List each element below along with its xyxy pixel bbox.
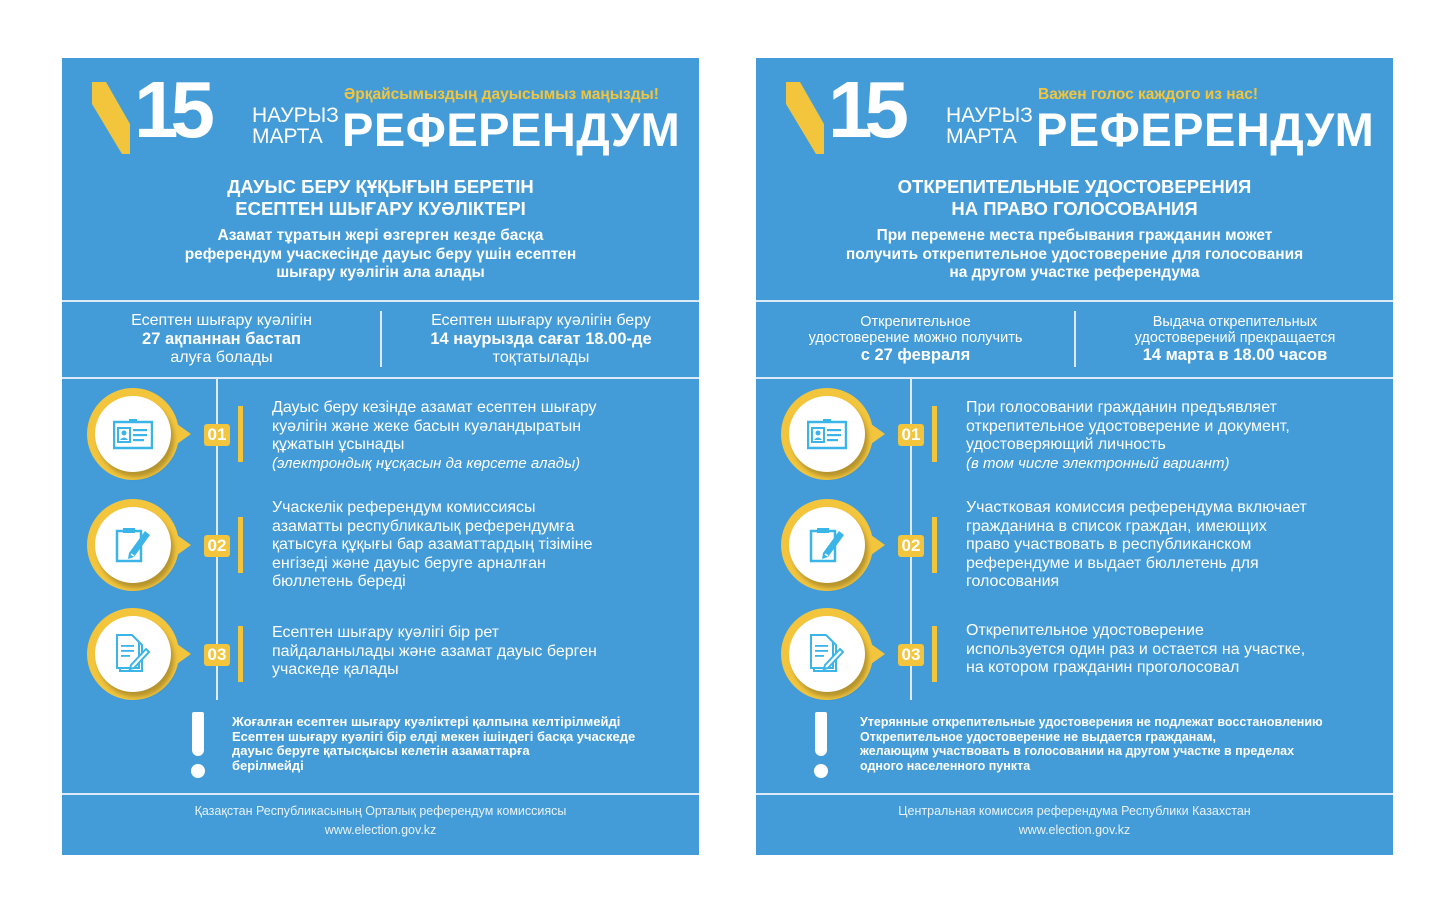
footer-url[interactable]: www.election.gov.kz (324, 823, 437, 837)
step-line: право участвовать в республиканском (966, 536, 1252, 553)
date-logo (786, 65, 1033, 158)
date-text: Есептен шығару куәлігін (131, 312, 312, 329)
step-line: Дауыс беру кезінде азамат есептен шығару (272, 399, 597, 416)
step-line: референдуме и выдает бюллетень для (966, 554, 1259, 572)
step-line: гражданина в список граждан, имеющих (966, 517, 1267, 535)
warning-text (232, 715, 635, 773)
date-end (383, 302, 699, 377)
intro-line: Азамат тұратын жері өзгерген кезде басқа (217, 227, 544, 244)
date-start (756, 302, 1075, 377)
intro-text (62, 227, 699, 283)
footer-org: Қазақстан Республикасының Орталық референдум комиссиясы (194, 804, 567, 818)
accent-bar (932, 626, 937, 682)
step-badge (87, 388, 187, 488)
step-3 (62, 608, 699, 708)
date-text: удостоверений прекращается (1134, 330, 1336, 346)
step-line: бюллетень береді (272, 573, 406, 590)
step-text (272, 499, 682, 592)
step-text (272, 399, 682, 473)
step-line: удостоверяющий личность (966, 436, 1166, 453)
intro-line: на другом участке референдума (949, 264, 1200, 281)
divider (380, 311, 382, 367)
date-highlight: 27 ақпаннан бастап (142, 330, 301, 348)
warning-line: дауыс беруге қатысқысы келетін азаматтарға (232, 743, 530, 758)
warning-block (756, 712, 1393, 782)
exclamation-icon (188, 712, 208, 782)
step-text (966, 399, 1376, 473)
poster-russian (756, 58, 1393, 855)
poster-title: РЕФЕРЕНДУМ (342, 103, 681, 156)
accent-bar (238, 517, 243, 573)
date-text: Есептен шығару куәлігін беру (431, 312, 651, 329)
step-line: Учаскелік референдум комиссиясы (272, 499, 536, 516)
footer (62, 795, 699, 855)
document-pen-icon (113, 633, 153, 675)
accent-bar (238, 626, 243, 682)
date-start (62, 302, 381, 377)
step-1 (756, 388, 1393, 488)
step-2 (756, 499, 1393, 599)
step-line: При голосовании гражданин предъявляет (966, 399, 1277, 416)
slogan: Важен голос каждого из нас! (1038, 86, 1259, 103)
step-note: (электрондық нұсқасын да көрсете алады) (272, 454, 581, 472)
step-badge (781, 388, 881, 488)
date-text: Открепительное (860, 314, 971, 330)
step-line: куәлігін және жеке басын куәландыратын (272, 417, 582, 435)
logo-day: 15 (828, 65, 901, 154)
warning-line: Жоғалған есептен шығару куәліктері қалпына келтірілмейді (232, 714, 621, 729)
date-text: Выдача открепительных (1152, 314, 1318, 330)
step-line: азаматты республикалық референдумға (272, 517, 575, 535)
id-card-icon (113, 418, 153, 450)
step-line: открепительное удостоверение и документ, (966, 417, 1290, 435)
step-number: 01 (204, 424, 230, 446)
date-end (1077, 302, 1393, 377)
section-heading (62, 176, 699, 220)
step-line: используется один раз и остается на участке, (966, 640, 1306, 658)
clipboard-pen-icon (807, 525, 847, 565)
logo-month-kz: НАУРЫЗ (946, 104, 1033, 127)
heading-line: ДАУЫС БЕРУ ҚҰҚЫҒЫН БЕРЕТІН (227, 176, 534, 197)
logo-month (252, 105, 339, 147)
logo-month-ru: МАРТА (252, 125, 323, 148)
accent-bar (932, 406, 937, 462)
step-1 (62, 388, 699, 488)
logo-month (946, 105, 1033, 147)
step-number: 03 (898, 644, 924, 666)
slogan: Әрқайсымыздың дауысымыз маңызды! (344, 86, 659, 103)
warning-line: Утерянные открепительные удостоверения не подлежат восстановлению (860, 715, 1323, 729)
warning-line: желающим участвовать в голосовании на другом участке в пределах (860, 744, 1295, 758)
document-pen-icon (807, 633, 847, 675)
step-text (966, 622, 1376, 678)
date-highlight: с 27 февраля (860, 346, 971, 364)
step-line: Открепительное удостоверение (966, 622, 1204, 639)
intro-text (756, 227, 1393, 283)
dates-row (756, 302, 1393, 377)
step-text (966, 499, 1376, 592)
poster-title: РЕФЕРЕНДУМ (1036, 103, 1375, 156)
step-line: Есептен шығару куәлігі бір рет (272, 624, 500, 641)
step-line: учаскеде қалады (272, 661, 399, 678)
step-line: құжатын ұсынады (272, 436, 405, 453)
warning-line: одного населенного пункта (860, 758, 1031, 773)
date-text: удостоверение можно получить (808, 330, 1023, 346)
date-highlight: 14 марта в 18.00 часов (1142, 346, 1328, 364)
footer-org: Центральная комиссия референдума Республики Казахстан (898, 804, 1251, 818)
date-logo (92, 65, 339, 158)
step-number: 02 (204, 535, 230, 557)
warning-text (860, 715, 1323, 773)
step-line: на котором гражданин проголосовал (966, 659, 1240, 676)
step-line: голосования (966, 573, 1060, 590)
step-note: (в том числе электронный вариант) (966, 454, 1230, 472)
intro-line: При перемене места пребывания гражданин может (876, 227, 1273, 244)
heading-line: ЕСЕПТЕН ШЫҒАРУ КУӘЛІКТЕРІ (235, 198, 526, 219)
step-number: 03 (204, 644, 230, 666)
intro-line: получить открепительное удостоверение для голосования (845, 245, 1304, 263)
date-highlight: 14 наурызда сағат 18.00-де (430, 330, 652, 348)
logo-day: 15 (134, 65, 207, 154)
warning-line: Открепительное удостоверение не выдается гражданам, (860, 729, 1216, 744)
step-number: 01 (898, 424, 924, 446)
step-line: енгізеді және дауыс беруге арналған (272, 554, 546, 572)
divider (1074, 311, 1076, 367)
accent-bar (238, 406, 243, 462)
warning-block (62, 712, 699, 782)
divider (756, 377, 1393, 379)
step-line: қатысуға құқығы бар азаматтардың тізіміне (272, 536, 593, 553)
logo-month-ru: МАРТА (946, 125, 1017, 148)
step-text (272, 624, 682, 680)
step-badge (781, 499, 881, 599)
heading-line: ОТКРЕПИТЕЛЬНЫЕ УДОСТОВЕРЕНИЯ (897, 176, 1252, 197)
accent-bar (932, 517, 937, 573)
date-text: тоқтатылады (492, 349, 590, 366)
footer (756, 795, 1393, 855)
logo-month-kz: НАУРЫЗ (252, 104, 339, 127)
heading-line: НА ПРАВО ГОЛОСОВАНИЯ (951, 198, 1198, 219)
step-badge (87, 499, 187, 599)
step-line: Участковая комиссия референдума включает (966, 499, 1307, 516)
step-badge (781, 608, 881, 708)
id-card-icon (807, 418, 847, 450)
step-2 (62, 499, 699, 599)
section-heading (756, 176, 1393, 220)
warning-line: Есептен шығару куәлігі бір елді мекен ішіндегі басқа учаскеде (232, 728, 636, 744)
date-text: алуға болады (170, 349, 273, 366)
footer-url[interactable]: www.election.gov.kz (1018, 823, 1131, 837)
poster-kazakh (62, 58, 699, 855)
step-number: 02 (898, 535, 924, 557)
exclamation-icon (811, 712, 831, 782)
intro-line: шығару куәлігін ала алады (276, 264, 485, 281)
warning-line: берілмейді (232, 757, 304, 773)
step-badge (87, 608, 187, 708)
step-3 (756, 608, 1393, 708)
divider (62, 377, 699, 379)
clipboard-pen-icon (113, 525, 153, 565)
dates-row (62, 302, 699, 377)
intro-line: референдум учаскесінде дауыс беру үшін есептен (184, 245, 577, 263)
step-line: пайдаланылады және азамат дауыс берген (272, 642, 597, 660)
